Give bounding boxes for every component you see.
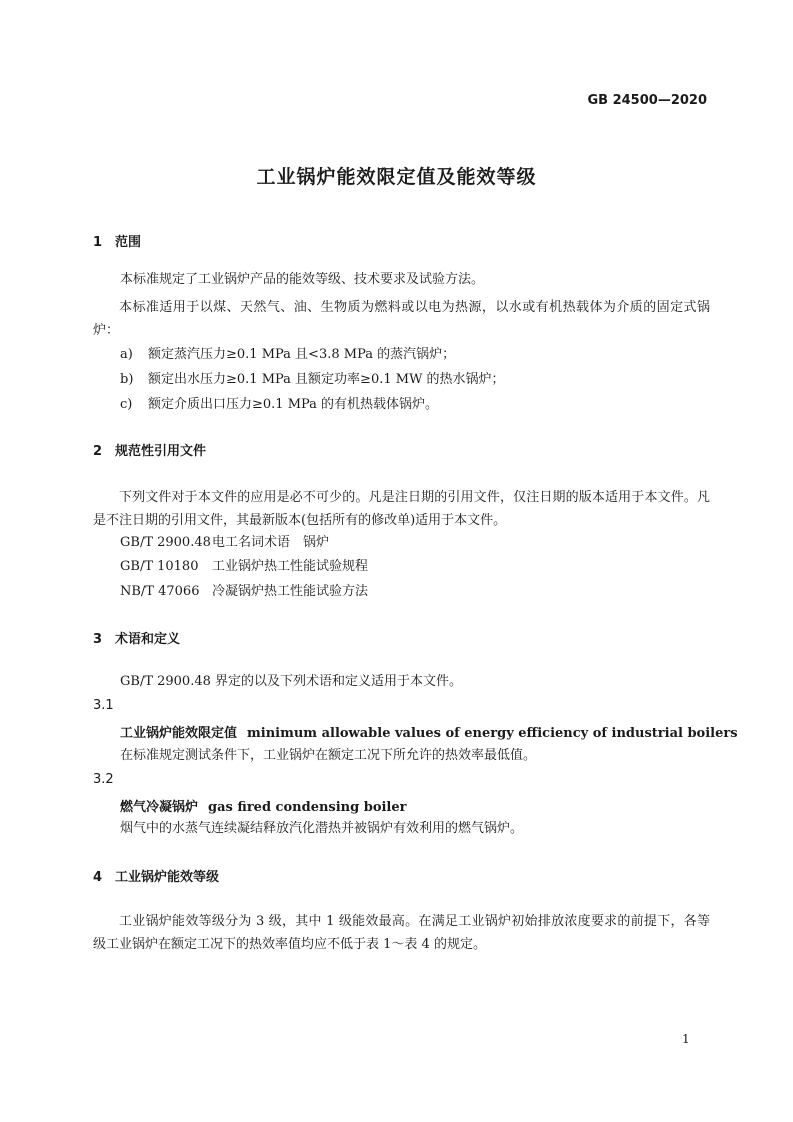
term-definition: 在标准规定测试条件下，工业锅炉在额定工况下所允许的热效率最低值。 — [120, 748, 537, 763]
list-item — [120, 396, 438, 413]
section-heading-normative-references — [93, 440, 206, 459]
term-number: 3.1 — [93, 698, 114, 713]
section-title: 规范性引用文件 — [115, 444, 207, 459]
standard-number: GB 24500—2020 — [587, 93, 707, 108]
reference-code: GB/T 2900.48 — [120, 535, 211, 550]
list-item — [120, 371, 505, 388]
list-item-text: 额定介质出口压力≥0.1 MPa 的有机热载体锅炉。 — [148, 397, 439, 412]
paragraph: GB/T 2900.48 界定的以及下列术语和定义适用于本文件。 — [120, 674, 463, 689]
reference-title: 冷凝锅炉热工性能试验方法 — [212, 584, 369, 599]
paragraph: 本标准规定了工业锅炉产品的能效等级、技术要求及试验方法。 — [120, 272, 485, 287]
list-item-text: 额定出水压力≥0.1 MPa 且额定功率≥0.1 MW 的热水锅炉； — [148, 372, 505, 387]
section-number: 4 — [93, 870, 103, 885]
section-number: 1 — [93, 235, 103, 250]
list-item — [120, 346, 455, 363]
section-title: 工业锅炉能效等级 — [115, 870, 220, 885]
term-number: 3.2 — [93, 772, 114, 787]
section-heading-energy-efficiency-grades — [93, 866, 219, 885]
list-item-text: 额定蒸汽压力≥0.1 MPa 且<3.8 MPa 的蒸汽锅炉； — [148, 347, 456, 362]
paragraph: 本标准适用于以煤、天然气、油、生物质为燃料或以电为热源，以水或有机热载体为介质的固定式锅炉： — [93, 300, 710, 338]
reference-item — [120, 534, 329, 551]
reference-item — [120, 583, 368, 600]
section-heading-terms-and-definitions — [93, 628, 180, 647]
term-heading — [120, 796, 407, 815]
term-heading — [120, 722, 738, 741]
reference-item — [120, 558, 368, 575]
document-title: 工业锅炉能效限定值及能效等级 — [256, 166, 537, 188]
section-title: 术语和定义 — [115, 632, 181, 647]
paragraph: 工业锅炉能效等级分为 3 级，其中 1 级能效最高。在满足工业锅炉初始排放浓度要求的前提下，各等级工业锅炉在额定工况下的热效率值均应不低于表 1～表 4 的规定。 — [93, 914, 710, 952]
term-chinese: 工业锅炉能效限定值 — [120, 726, 238, 741]
term-definition: 烟气中的水蒸气连续凝结释放汽化潜热并被锅炉有效利用的燃气锅炉。 — [120, 821, 524, 836]
section-number: 3 — [93, 632, 103, 647]
list-item-label: c) — [120, 397, 133, 412]
section-heading-scope — [93, 231, 141, 250]
term-english: gas fired condensing boiler — [208, 800, 407, 815]
paragraph: 下列文件对于本文件的应用是必不可少的。凡是注日期的引用文件，仅注日期的版本适用于本文件。凡是不注日期的引用文件，其最新版本(包括所有的修改单)适用于本文件。 — [93, 490, 710, 528]
section-number: 2 — [93, 444, 103, 459]
list-item-label: a) — [120, 347, 133, 362]
page-number: 1 — [682, 1032, 690, 1046]
section-title: 范围 — [115, 235, 142, 250]
reference-code: NB/T 47066 — [120, 584, 200, 599]
reference-title: 电工名词术语 锅炉 — [212, 535, 330, 550]
list-item-label: b) — [120, 372, 134, 387]
term-chinese: 燃气冷凝锅炉 — [120, 800, 199, 815]
term-english: minimum allowable values of energy efficiency of industrial boilers — [247, 726, 738, 741]
reference-code: GB/T 10180 — [120, 559, 199, 574]
reference-title: 工业锅炉热工性能试验规程 — [212, 559, 369, 574]
